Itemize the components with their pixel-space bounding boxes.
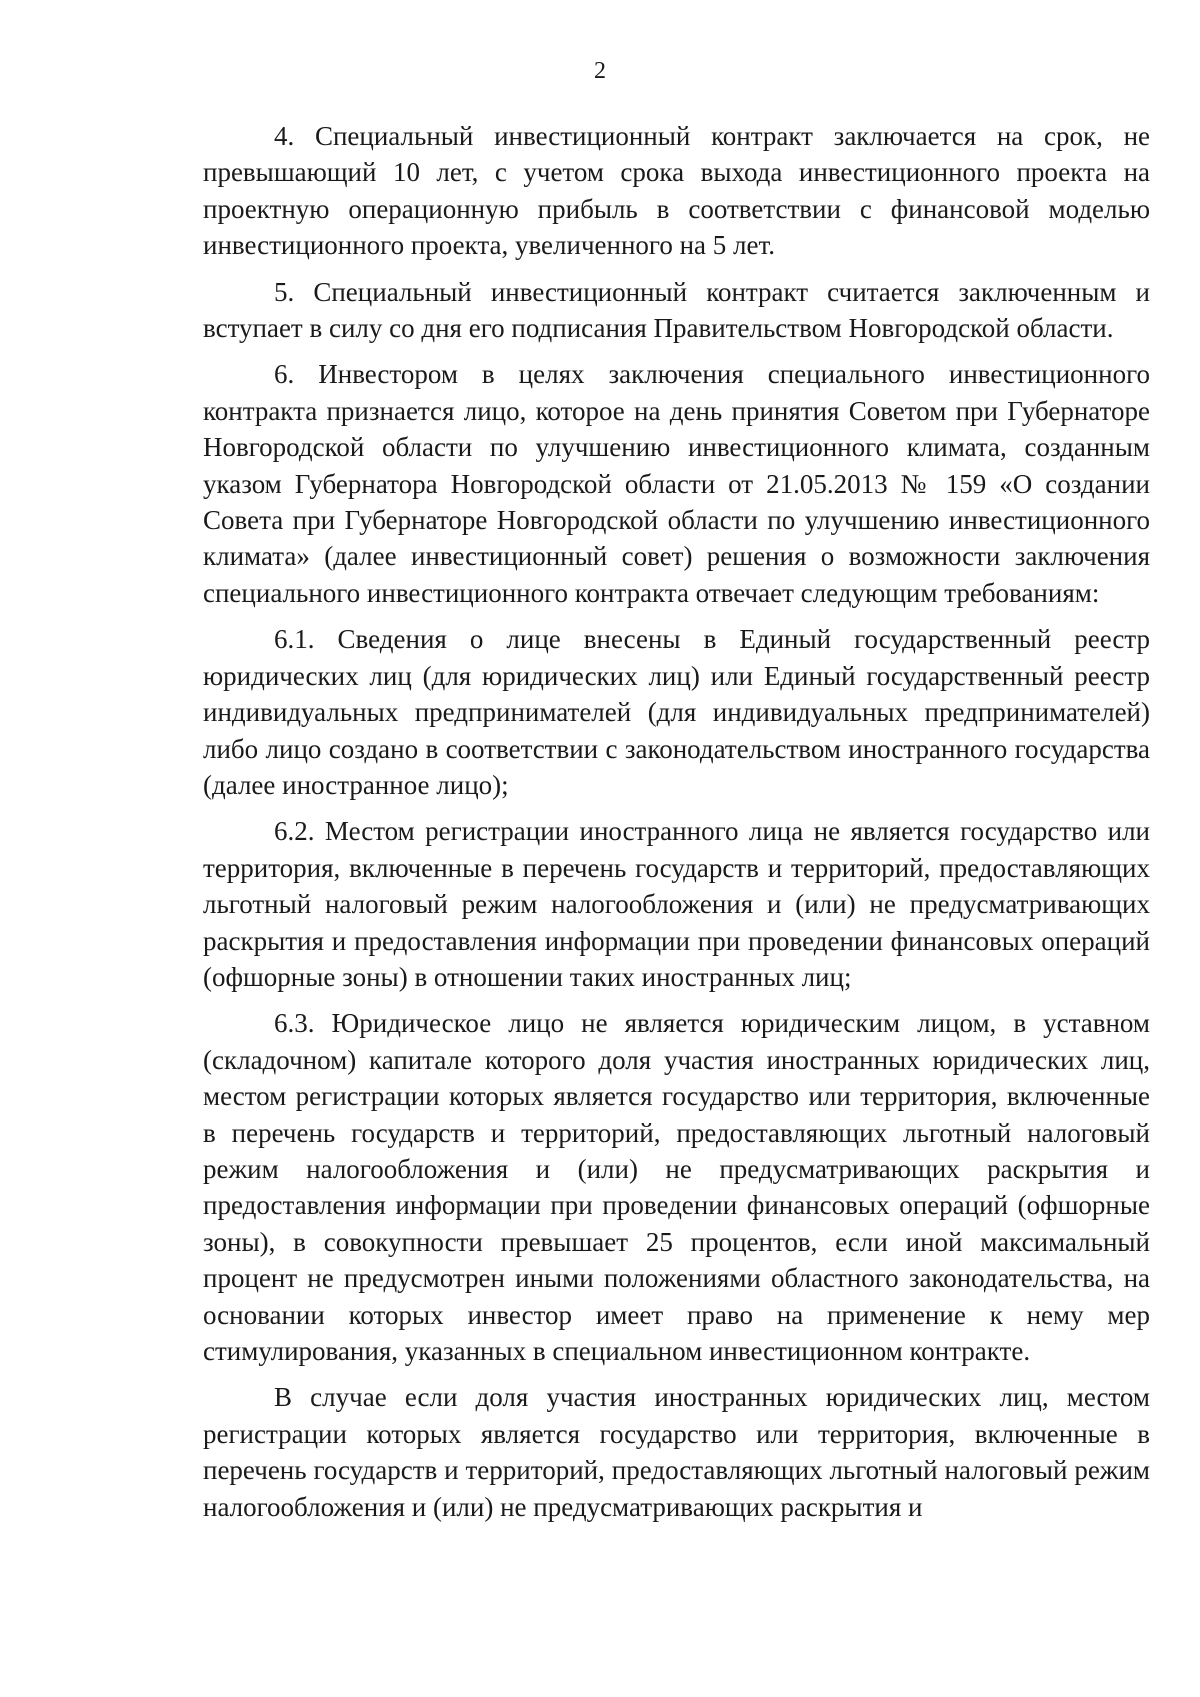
paragraph-6: 6. Инвестором в целях заключения специального инвестиционного контракта признается лицо, которое на день принятия Советом при Губернаторе Новгородской области по улучшению инвестиционного климата, созданным указом Губернатора Новгородской области от 21.05.2013 № 159 «О создании Совета при Губернаторе Новгородской области по улучшению инвестиционного климата» (далее инвестиционный совет) решения о возможности заключения специального инвестиционного контракта отвечает следующим требованиям:	[203, 359, 1150, 608]
document-body	[203, 118, 1150, 1525]
paragraph-6-3: 6.3. Юридическое лицо не является юридическим лицом, в уставном (складочном) капитале которого доля участия иностранных юридических лиц, местом регистрации которых является государство или территория, включенные в перечень государств и территорий, предоставляющих льготный налоговый режим налогообложения и (или) не предусматривающих раскрытия и предоставления информации при проведении финансовых операций (офшорные зоны), в совокупности превышает 25 процентов, если иной максимальный процент не предусмотрен иными положениями областного законодательства, на основании которых инвестор имеет право на применение к нему мер стимулирования, указанных в специальном инвестиционном контракте.	[203, 1008, 1150, 1366]
page-number: 2	[594, 58, 606, 84]
paragraph-6-2: 6.2. Местом регистрации иностранного лица не является государство или территория, включенные в перечень государств и территорий, предоставляющих льготный налоговый режим налогообложения и (или) не предусматривающих раскрытия и предоставления информации при проведении финансовых операций (офшорные зоны) в отношении таких иностранных лиц;	[203, 816, 1150, 992]
paragraph-6-1: 6.1. Сведения о лице внесены в Единый государственный реестр юридических лиц (для юридических лиц) или Единый государственный реестр индивидуальных предпринимателей (для индивидуальных предпринимателей) либо лицо создано в соответствии с законодательством иностранного государства (далее иностранное лицо);	[203, 624, 1150, 800]
paragraph-5: 5. Специальный инвестиционный контракт считается заключенным и вступает в силу со дня его подписания Правительством Новгородской области.	[203, 276, 1150, 344]
paragraph-4: 4. Специальный инвестиционный контракт заключается на срок, не превышающий 10 лет, с учетом срока выхода инвестиционного проекта на проектную операционную прибыль в соответствии с финансовой моделью инвестиционного проекта, увеличенного на 5 лет.	[203, 121, 1150, 261]
paragraph-foreign-share: В случае если доля участия иностранных юридических лиц, местом регистрации которых является государство или территория, включенные в перечень государств и территорий, предоставляющих льготный налоговый режим налогообложения и (или) не предусматривающих раскрытия и	[203, 1382, 1150, 1522]
